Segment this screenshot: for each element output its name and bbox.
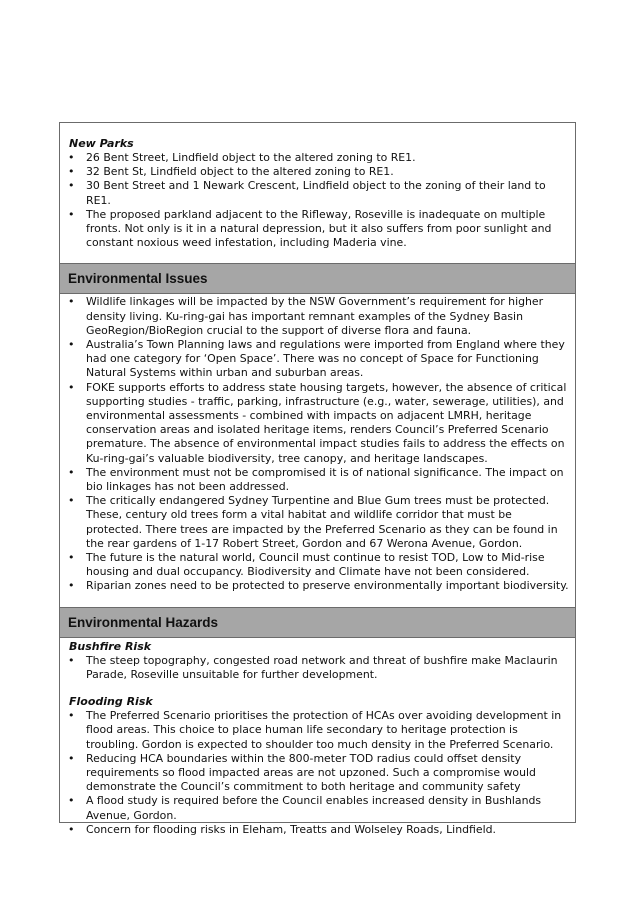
list-item: • Australia’s Town Planning laws and regulations were imported from England where they had one category for ‘Open Space’. There was no concept of Space for Functioning Natural Systems within urban and suburban areas. xyxy=(60,338,575,381)
list-item: • The proposed parkland adjacent to the Rifleway, Roseville is inadequate on multiple fronts. Not only is it in a natural depression, but it also suffers from poor sunlight and constant noxious weed infestation, including Maderia vine. xyxy=(60,208,575,251)
list-item: • Wildlife linkages will be impacted by the NSW Government’s requirement for higher density living. Ku-ring-gai has important remnant examples of the Sydney Basin GeoRegion/BioRegion crucial to the support of diverse flora and fauna. xyxy=(60,295,575,338)
list-item: • The critically endangered Sydney Turpentine and Blue Gum trees must be protected. These, century old trees form a vital habitat and wildlife corridor that must be protected. There trees are impacted by the Preferred Scenario as they can be found in the rear gardens of 1-17 Robert Street, Gordon and 67 Werona Avenue, Gordon. xyxy=(60,494,575,551)
flooding-risk-list xyxy=(60,709,575,837)
list-item: • Concern for flooding risks in Eleham, Treatts and Wolseley Roads, Lindfield. xyxy=(60,823,575,837)
list-item: • Riparian zones need to be protected to preserve environmentally important biodiversity. xyxy=(60,579,575,593)
list-item: • The environment must not be compromised it is of national significance. The impact on bio linkages has not been addressed. xyxy=(60,466,575,494)
environmental-issues-section xyxy=(60,294,575,606)
spacer xyxy=(60,682,575,695)
environmental-hazards-header: Environmental Hazards xyxy=(60,607,575,638)
list-item: • The steep topography, congested road network and threat of bushfire make Maclaurin Parade, Roseville unsuitable for further development. xyxy=(60,654,575,682)
list-item: • A flood study is required before the Council enables increased density in Bushlands Avenue, Gordon. xyxy=(60,794,575,822)
environmental-hazards-section xyxy=(60,638,575,837)
new-parks-title: New Parks xyxy=(69,137,134,150)
list-item: • The future is the natural world, Council must continue to resist TOD, Low to Mid-rise housing and dual occupancy. Biodiversity and Climate have not been considered. xyxy=(60,551,575,579)
list-item: • 26 Bent Street, Lindfield object to the altered zoning to RE1. xyxy=(60,151,575,165)
bushfire-risk-title: Bushfire Risk xyxy=(69,639,152,653)
environmental-issues-header: Environmental Issues xyxy=(60,263,575,294)
new-parks-list xyxy=(60,151,575,250)
list-item: • FOKE supports efforts to address state housing targets, however, the absence of critical supporting studies - traffic, parking, infrastructure (e.g., water, sewerage, utilities), and environmental assessments - combined with impacts on adjacent LMRH, heritage conservation areas and isolated heritage items, renders Council’s Preferred Scenario premature. The absence of environmental impact studies fails to address the effects on Ku-ring-gai’s valuable biodiversity, tree canopy, and heritage landscapes. xyxy=(60,381,575,466)
flooding-risk-title: Flooding Risk xyxy=(69,695,153,709)
list-item: • The Preferred Scenario prioritises the protection of HCAs over avoiding development in flood areas. This choice to place human life secondary to heritage protection is troubling. Gordon is expected to shoulder too much density in the Preferred Scenario. xyxy=(60,709,575,752)
list-item: • 30 Bent Street and 1 Newark Crescent, Lindfield object to the zoning of their land to RE1. xyxy=(60,179,575,207)
document-table xyxy=(59,122,576,836)
list-item: • Reducing HCA boundaries within the 800-meter TOD radius could offset density requirements so flood impacted areas are not upzoned. Such a compromise would demonstrate the Council’s commitment to both heritage and community safety xyxy=(60,752,575,795)
environmental-issues-list xyxy=(60,295,575,593)
list-item: • 32 Bent St, Lindfield object to the altered zoning to RE1. xyxy=(60,165,575,179)
new-parks-section xyxy=(60,123,575,263)
bushfire-risk-list xyxy=(60,654,575,682)
